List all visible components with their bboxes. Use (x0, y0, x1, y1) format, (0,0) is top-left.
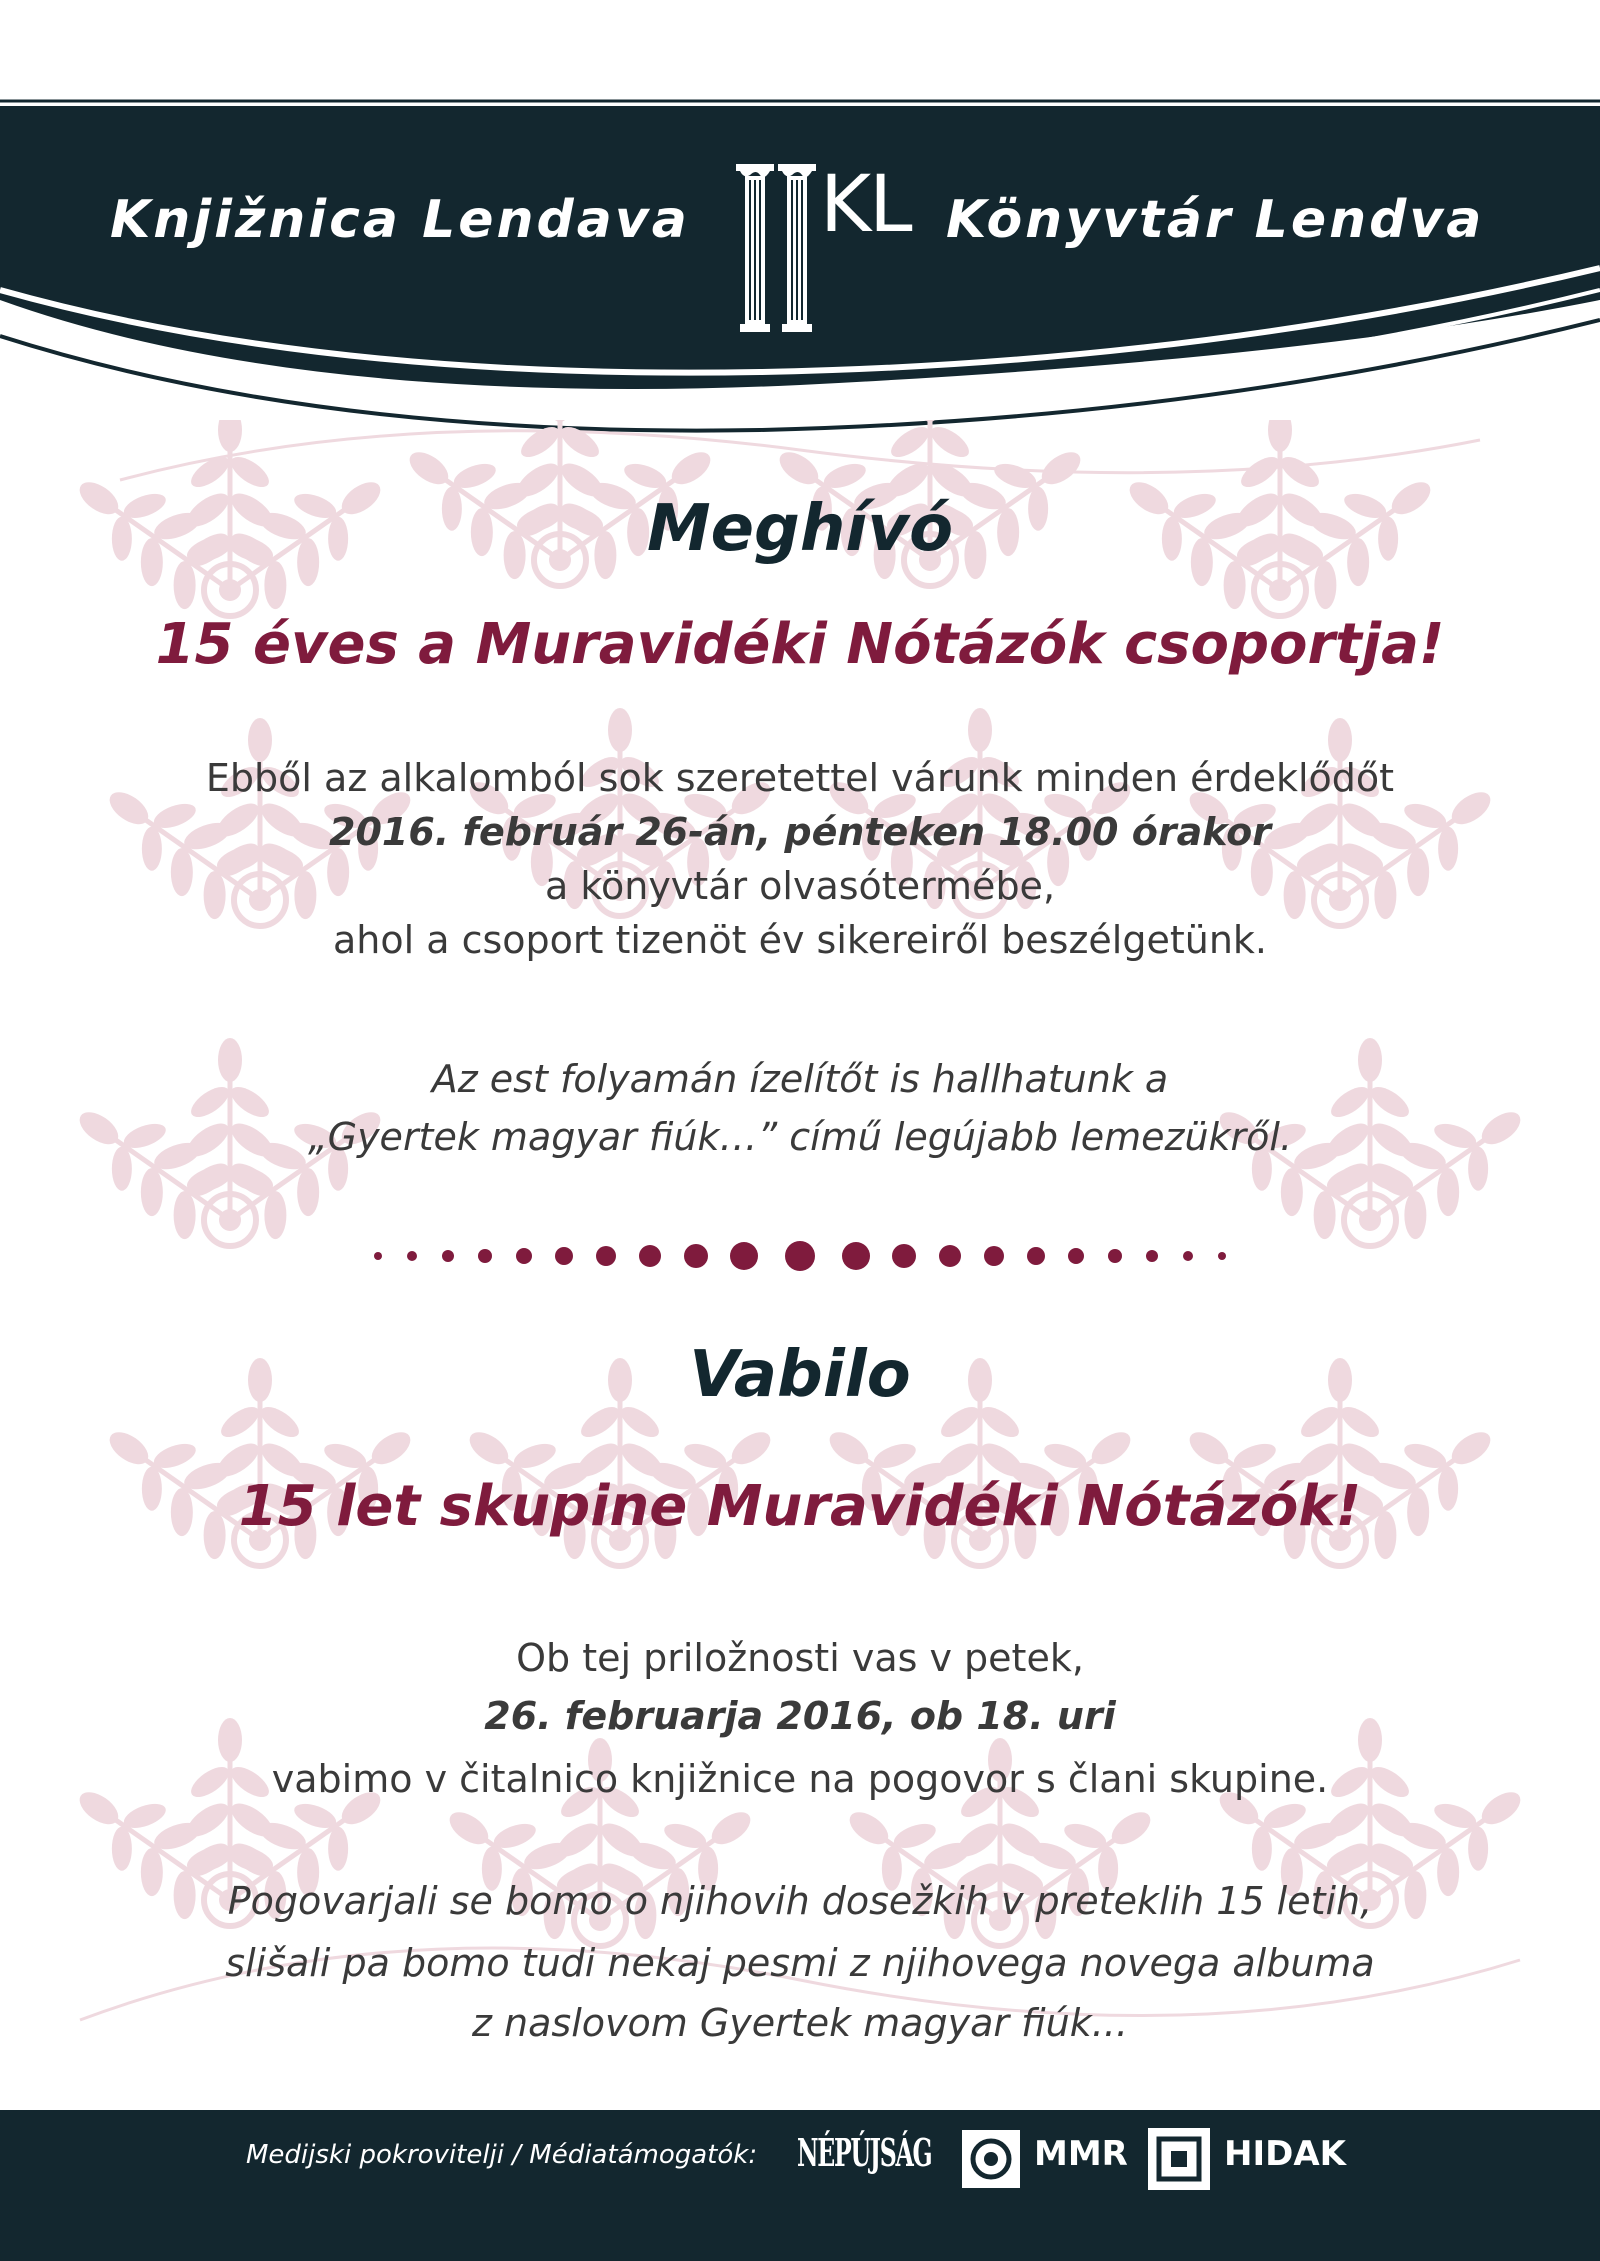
logo-text: KL (820, 160, 911, 250)
library-name-hungarian: Könyvtár Lendva (946, 190, 1485, 250)
italic-line: slišali pa bomo tudi nekaj pesmi z njihovega novega albuma (225, 1941, 1375, 1985)
italic-line: z naslovom Gyertek magyar fiúk... (472, 2001, 1128, 2045)
footer-bar (0, 2110, 1600, 2261)
library-name-slovenian: Knjižnica Lendava (110, 190, 690, 250)
mmr-logo: MMR (1034, 2134, 1128, 2174)
italic-line: Az est folyamán ízelítőt is hallhatunk a (431, 1057, 1169, 1101)
hidak-logo-icon (1148, 2128, 1210, 2190)
heading-hungarian: Meghívó (646, 492, 954, 566)
nepujsag-logo: NÉPÚJSÁG (797, 2130, 932, 2175)
event-date-slovenian: 26. februarja 2016, ob 18. uri (484, 1694, 1116, 1738)
event-date-hungarian: 2016. február 26-án, pénteken 18.00 órakor (329, 810, 1271, 854)
title-hungarian: 15 éves a Muravidéki Nótázók csoportja! (155, 612, 1445, 677)
text-line: vabimo v čitalnico knjižnice na pogovor s člani skupine. (271, 1757, 1329, 1801)
title-slovenian: 15 let skupine Muravidéki Nótázók! (238, 1474, 1362, 1539)
header-banner (0, 0, 1600, 440)
text-line: ahol a csoport tizenöt év sikereiről beszélgetünk. (332, 918, 1268, 962)
dotted-divider (370, 1236, 1230, 1276)
heading-slovenian: Vabilo (689, 1338, 911, 1412)
italic-line: Pogovarjali se bomo o njihovih dosežkih v preteklih 15 letih, (227, 1879, 1373, 1923)
text-line: Ob tej priložnosti vas v petek, (516, 1636, 1084, 1680)
italic-line: „Gyertek magyar fiúk…” című legújabb lemezükről. (307, 1115, 1293, 1159)
text-line: a könyvtár olvasótermébe, (544, 864, 1056, 908)
sponsor-label: Medijski pokrovitelji / Médiatámogatók: (246, 2140, 758, 2170)
library-logo (728, 150, 918, 340)
mmr-logo-icon (962, 2130, 1020, 2188)
text-line: Ebből az alkalomból sok szeretettel várunk minden érdeklődőt (205, 756, 1395, 800)
hidak-logo: HIDAK (1224, 2134, 1346, 2174)
